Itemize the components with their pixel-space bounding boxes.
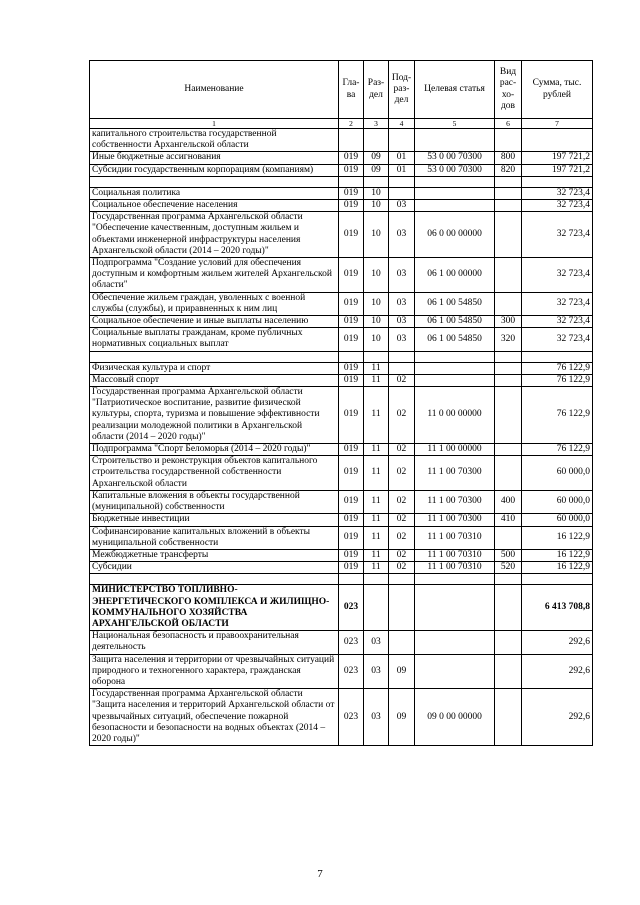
- row-razdel: 11: [364, 526, 389, 549]
- column-number: 7: [522, 119, 593, 129]
- row-razdel: 11: [364, 444, 389, 456]
- row-razdel: 10: [364, 328, 389, 351]
- row-vid: 520: [495, 562, 522, 574]
- header-razdel: Раз- дел: [364, 61, 389, 119]
- row-name: Национальная безопасность и правоохранительная деятельность: [90, 631, 339, 654]
- row-glava: 019: [339, 526, 364, 549]
- row-name: Строительство и реконструкция объектов капитального строительства государственной собственности Архангельской области: [90, 456, 339, 491]
- row-sum: 197 721,2: [522, 152, 593, 164]
- table-row: [90, 164, 593, 176]
- row-statya: 11 1 00 70310: [415, 549, 495, 561]
- row-vid: 800: [495, 152, 522, 164]
- row-name: Социальная политика: [90, 187, 339, 199]
- row-razdel: 11: [364, 362, 389, 374]
- row-sum: 76 122,9: [522, 444, 593, 456]
- row-razdel: 11: [364, 456, 389, 491]
- row-glava: 019: [339, 456, 364, 491]
- table-row: [90, 328, 593, 351]
- row-podrazdel: 02: [389, 562, 415, 574]
- spacer-cell: [389, 176, 415, 187]
- column-number: 1: [90, 119, 339, 129]
- row-razdel: 03: [364, 689, 389, 746]
- row-razdel: 11: [364, 490, 389, 513]
- header-summa: Сумма, тыс. рублей: [522, 61, 593, 119]
- row-podrazdel: [389, 129, 415, 152]
- spacer-cell: [495, 176, 522, 187]
- row-vid: [495, 374, 522, 386]
- row-glava: 019: [339, 258, 364, 293]
- row-statya: [415, 585, 495, 631]
- row-name: МИНИСТЕРСТВО ТОПЛИВНО-ЭНЕРГЕТИЧЕСКОГО КОМПЛЕКСА И ЖИЛИЩНО-КОММУНАЛЬНОГО ХОЗЯЙСТВА АРХАНГЕЛЬСКОЙ ОБЛАСТИ: [90, 585, 339, 631]
- row-sum: 76 122,9: [522, 362, 593, 374]
- table-row: [90, 292, 593, 315]
- row-podrazdel: 03: [389, 316, 415, 328]
- row-razdel: 10: [364, 316, 389, 328]
- row-sum: 16 122,9: [522, 526, 593, 549]
- row-vid: [495, 444, 522, 456]
- row-name: Государственная программа Архангельской области "Патриотическое воспитание, развитие физической культуры, спорта, туризма и повышение эффективности реализации молодежной политики в Архангельской области (2014 – 2020 годы)": [90, 387, 339, 444]
- row-podrazdel: [389, 585, 415, 631]
- row-glava: 019: [339, 187, 364, 199]
- row-name: капитального строительства государственной собственности Архангельской области: [90, 129, 339, 152]
- row-sum: 32 723,4: [522, 212, 593, 258]
- row-razdel: 11: [364, 562, 389, 574]
- row-razdel: [364, 585, 389, 631]
- row-statya: [415, 654, 495, 689]
- row-name: Капитальные вложения в объекты государственной (муниципальной) собственности: [90, 490, 339, 513]
- row-vid: [495, 258, 522, 293]
- row-name: Иные бюджетные ассигнования: [90, 152, 339, 164]
- page-number: 7: [317, 868, 323, 880]
- table-row: [90, 212, 593, 258]
- row-podrazdel: 02: [389, 549, 415, 561]
- row-glava: 019: [339, 562, 364, 574]
- row-glava: 023: [339, 654, 364, 689]
- row-razdel: 10: [364, 258, 389, 293]
- header-name: Наименование: [90, 61, 339, 119]
- row-podrazdel: [389, 362, 415, 374]
- row-vid: [495, 585, 522, 631]
- row-glava: 019: [339, 362, 364, 374]
- row-podrazdel: 02: [389, 387, 415, 444]
- row-glava: 023: [339, 585, 364, 631]
- row-vid: [495, 654, 522, 689]
- row-podrazdel: 02: [389, 374, 415, 386]
- table-row: [90, 526, 593, 549]
- spacer-cell: [522, 574, 593, 585]
- row-sum: 32 723,4: [522, 292, 593, 315]
- spacer-cell: [415, 176, 495, 187]
- table-row: [90, 549, 593, 561]
- row-statya: 09 0 00 00000: [415, 689, 495, 746]
- row-statya: 11 1 00 70310: [415, 562, 495, 574]
- row-sum: 32 723,4: [522, 316, 593, 328]
- table-row: [90, 387, 593, 444]
- row-podrazdel: [389, 631, 415, 654]
- row-vid: [495, 456, 522, 491]
- row-statya: [415, 187, 495, 199]
- row-glava: 023: [339, 689, 364, 746]
- row-statya: [415, 129, 495, 152]
- column-number: 3: [364, 119, 389, 129]
- row-glava: 019: [339, 316, 364, 328]
- row-vid: [495, 362, 522, 374]
- row-name: Обеспечение жильем граждан, уволенных с военной службы (службы), и приравненных к ним лиц: [90, 292, 339, 315]
- row-vid: 300: [495, 316, 522, 328]
- table-row: [90, 654, 593, 689]
- row-podrazdel: 02: [389, 526, 415, 549]
- row-glava: 019: [339, 212, 364, 258]
- row-glava: 019: [339, 387, 364, 444]
- row-sum: 6 413 708,8: [522, 585, 593, 631]
- row-razdel: 10: [364, 200, 389, 212]
- row-razdel: 03: [364, 654, 389, 689]
- row-glava: 019: [339, 549, 364, 561]
- row-razdel: 11: [364, 514, 389, 526]
- row-sum: 16 122,9: [522, 549, 593, 561]
- row-razdel: 11: [364, 374, 389, 386]
- row-sum: 292,6: [522, 689, 593, 746]
- row-name: Межбюджетные трансферты: [90, 549, 339, 561]
- column-number: 2: [339, 119, 364, 129]
- table-row: [90, 258, 593, 293]
- spacer-cell: [495, 351, 522, 362]
- row-razdel: 10: [364, 187, 389, 199]
- spacer-cell: [522, 176, 593, 187]
- row-name: Социальные выплаты гражданам, кроме публичных нормативных социальных выплат: [90, 328, 339, 351]
- row-statya: [415, 631, 495, 654]
- row-vid: [495, 631, 522, 654]
- table-row: [90, 490, 593, 513]
- spacer-cell: [339, 574, 364, 585]
- spacer-cell: [495, 574, 522, 585]
- spacer-cell: [364, 176, 389, 187]
- row-name: Субсидии государственным корпорациям (компаниям): [90, 164, 339, 176]
- row-statya: [415, 362, 495, 374]
- row-sum: 197 721,2: [522, 164, 593, 176]
- row-statya: 06 1 00 54850: [415, 328, 495, 351]
- row-razdel: 09: [364, 164, 389, 176]
- row-razdel: 09: [364, 152, 389, 164]
- row-vid: [495, 526, 522, 549]
- budget-table: [89, 60, 593, 746]
- row-sum: 60 000,0: [522, 490, 593, 513]
- spacer-cell: [90, 574, 339, 585]
- row-name: Защита населения и территории от чрезвычайных ситуаций природного и техногенного характера, гражданская оборона: [90, 654, 339, 689]
- row-vid: [495, 387, 522, 444]
- row-razdel: 11: [364, 387, 389, 444]
- row-podrazdel: 03: [389, 212, 415, 258]
- row-name: Физическая культура и спорт: [90, 362, 339, 374]
- row-podrazdel: 09: [389, 654, 415, 689]
- row-glava: 019: [339, 374, 364, 386]
- row-sum: [522, 129, 593, 152]
- row-sum: 32 723,4: [522, 258, 593, 293]
- row-razdel: 11: [364, 549, 389, 561]
- row-statya: 53 0 00 70300: [415, 164, 495, 176]
- spacer-cell: [90, 176, 339, 187]
- row-vid: 400: [495, 490, 522, 513]
- row-sum: 32 723,4: [522, 187, 593, 199]
- row-name: Подпрограмма "Создание условий для обеспечения доступным и комфортным жильем жителей Архангельской области": [90, 258, 339, 293]
- row-vid: 320: [495, 328, 522, 351]
- row-glava: 019: [339, 514, 364, 526]
- row-podrazdel: 02: [389, 444, 415, 456]
- row-razdel: 10: [364, 292, 389, 315]
- row-sum: 76 122,9: [522, 387, 593, 444]
- table-row: [90, 187, 593, 199]
- table-row: [90, 374, 593, 386]
- table-row: [90, 316, 593, 328]
- table-row: [90, 689, 593, 746]
- row-glava: 019: [339, 152, 364, 164]
- row-glava: 019: [339, 164, 364, 176]
- column-number: 6: [495, 119, 522, 129]
- column-number: 5: [415, 119, 495, 129]
- row-podrazdel: 03: [389, 292, 415, 315]
- row-sum: 76 122,9: [522, 374, 593, 386]
- row-statya: 06 1 00 54850: [415, 292, 495, 315]
- spacer-cell: [339, 176, 364, 187]
- header-vid: Вид рас- хо- дов: [495, 61, 522, 119]
- spacer-row: [90, 574, 593, 585]
- column-number: 4: [389, 119, 415, 129]
- spacer-cell: [90, 351, 339, 362]
- spacer-cell: [364, 351, 389, 362]
- row-podrazdel: 09: [389, 689, 415, 746]
- row-statya: 11 1 00 70300: [415, 490, 495, 513]
- row-name: Социальное обеспечение населения: [90, 200, 339, 212]
- row-podrazdel: 03: [389, 200, 415, 212]
- table-body: [90, 129, 593, 746]
- row-vid: 820: [495, 164, 522, 176]
- row-statya: 06 1 00 54850: [415, 316, 495, 328]
- row-statya: 11 1 00 70310: [415, 526, 495, 549]
- header-glava: Гла- ва: [339, 61, 364, 119]
- row-name: Государственная программа Архангельской области "Защита населения и территорий Архангельской области от чрезвычайных ситуаций, обеспечение пожарной безопасности и безопасности на водных объектах (2014 – 2020 годы)": [90, 689, 339, 746]
- row-podrazdel: [389, 187, 415, 199]
- table-row: [90, 129, 593, 152]
- row-name: Государственная программа Архангельской области "Обеспечение качественным, доступным жильем и объектами инженерной инфраструктуры населения Архангельской области (2014 – 2020 годы)": [90, 212, 339, 258]
- table-row: [90, 362, 593, 374]
- row-vid: [495, 292, 522, 315]
- row-statya: 11 1 00 70300: [415, 456, 495, 491]
- row-sum: 60 000,0: [522, 456, 593, 491]
- spacer-cell: [415, 574, 495, 585]
- row-name: Массовый спорт: [90, 374, 339, 386]
- row-name: Субсидии: [90, 562, 339, 574]
- row-glava: 019: [339, 490, 364, 513]
- row-podrazdel: 03: [389, 328, 415, 351]
- row-podrazdel: 02: [389, 514, 415, 526]
- row-podrazdel: 01: [389, 164, 415, 176]
- row-sum: 32 723,4: [522, 200, 593, 212]
- row-sum: 16 122,9: [522, 562, 593, 574]
- header-podrazdel: Под- раз- дел: [389, 61, 415, 119]
- table-row: [90, 152, 593, 164]
- row-statya: [415, 200, 495, 212]
- row-name: Софинансирование капитальных вложений в объекты муниципальной собственности: [90, 526, 339, 549]
- row-vid: [495, 129, 522, 152]
- row-podrazdel: 01: [389, 152, 415, 164]
- row-vid: [495, 689, 522, 746]
- table-row: [90, 514, 593, 526]
- row-glava: 019: [339, 200, 364, 212]
- row-statya: [415, 374, 495, 386]
- row-glava: [339, 129, 364, 152]
- row-vid: [495, 212, 522, 258]
- row-name: Социальное обеспечение и иные выплаты населению: [90, 316, 339, 328]
- row-statya: 11 1 00 70300: [415, 514, 495, 526]
- row-glava: 019: [339, 328, 364, 351]
- row-name: Подпрограмма "Спорт Беломорья (2014 – 2020 годы)": [90, 444, 339, 456]
- row-statya: 11 1 00 00000: [415, 444, 495, 456]
- row-sum: 292,6: [522, 631, 593, 654]
- row-sum: 60 000,0: [522, 514, 593, 526]
- row-podrazdel: 03: [389, 258, 415, 293]
- table-row: [90, 562, 593, 574]
- row-glava: 019: [339, 292, 364, 315]
- column-number-row: [90, 119, 593, 129]
- row-glava: 023: [339, 631, 364, 654]
- table-row: [90, 444, 593, 456]
- row-sum: 292,6: [522, 654, 593, 689]
- row-statya: 06 0 00 00000: [415, 212, 495, 258]
- row-vid: 410: [495, 514, 522, 526]
- spacer-cell: [522, 351, 593, 362]
- row-statya: 06 1 00 00000: [415, 258, 495, 293]
- row-statya: 53 0 00 70300: [415, 152, 495, 164]
- row-razdel: [364, 129, 389, 152]
- row-vid: [495, 187, 522, 199]
- row-name: Бюджетные инвестиции: [90, 514, 339, 526]
- spacer-cell: [339, 351, 364, 362]
- row-vid: [495, 200, 522, 212]
- spacer-cell: [415, 351, 495, 362]
- header-statya: Целевая статья: [415, 61, 495, 119]
- spacer-row: [90, 176, 593, 187]
- table-row: [90, 585, 593, 631]
- spacer-cell: [364, 574, 389, 585]
- row-podrazdel: 02: [389, 456, 415, 491]
- table-row: [90, 200, 593, 212]
- row-razdel: 03: [364, 631, 389, 654]
- table-row: [90, 631, 593, 654]
- row-vid: 500: [495, 549, 522, 561]
- spacer-cell: [389, 574, 415, 585]
- row-glava: 019: [339, 444, 364, 456]
- row-razdel: 10: [364, 212, 389, 258]
- row-sum: 32 723,4: [522, 328, 593, 351]
- table-row: [90, 456, 593, 491]
- row-statya: 11 0 00 00000: [415, 387, 495, 444]
- spacer-row: [90, 351, 593, 362]
- header-row: [90, 61, 593, 119]
- row-podrazdel: 02: [389, 490, 415, 513]
- spacer-cell: [389, 351, 415, 362]
